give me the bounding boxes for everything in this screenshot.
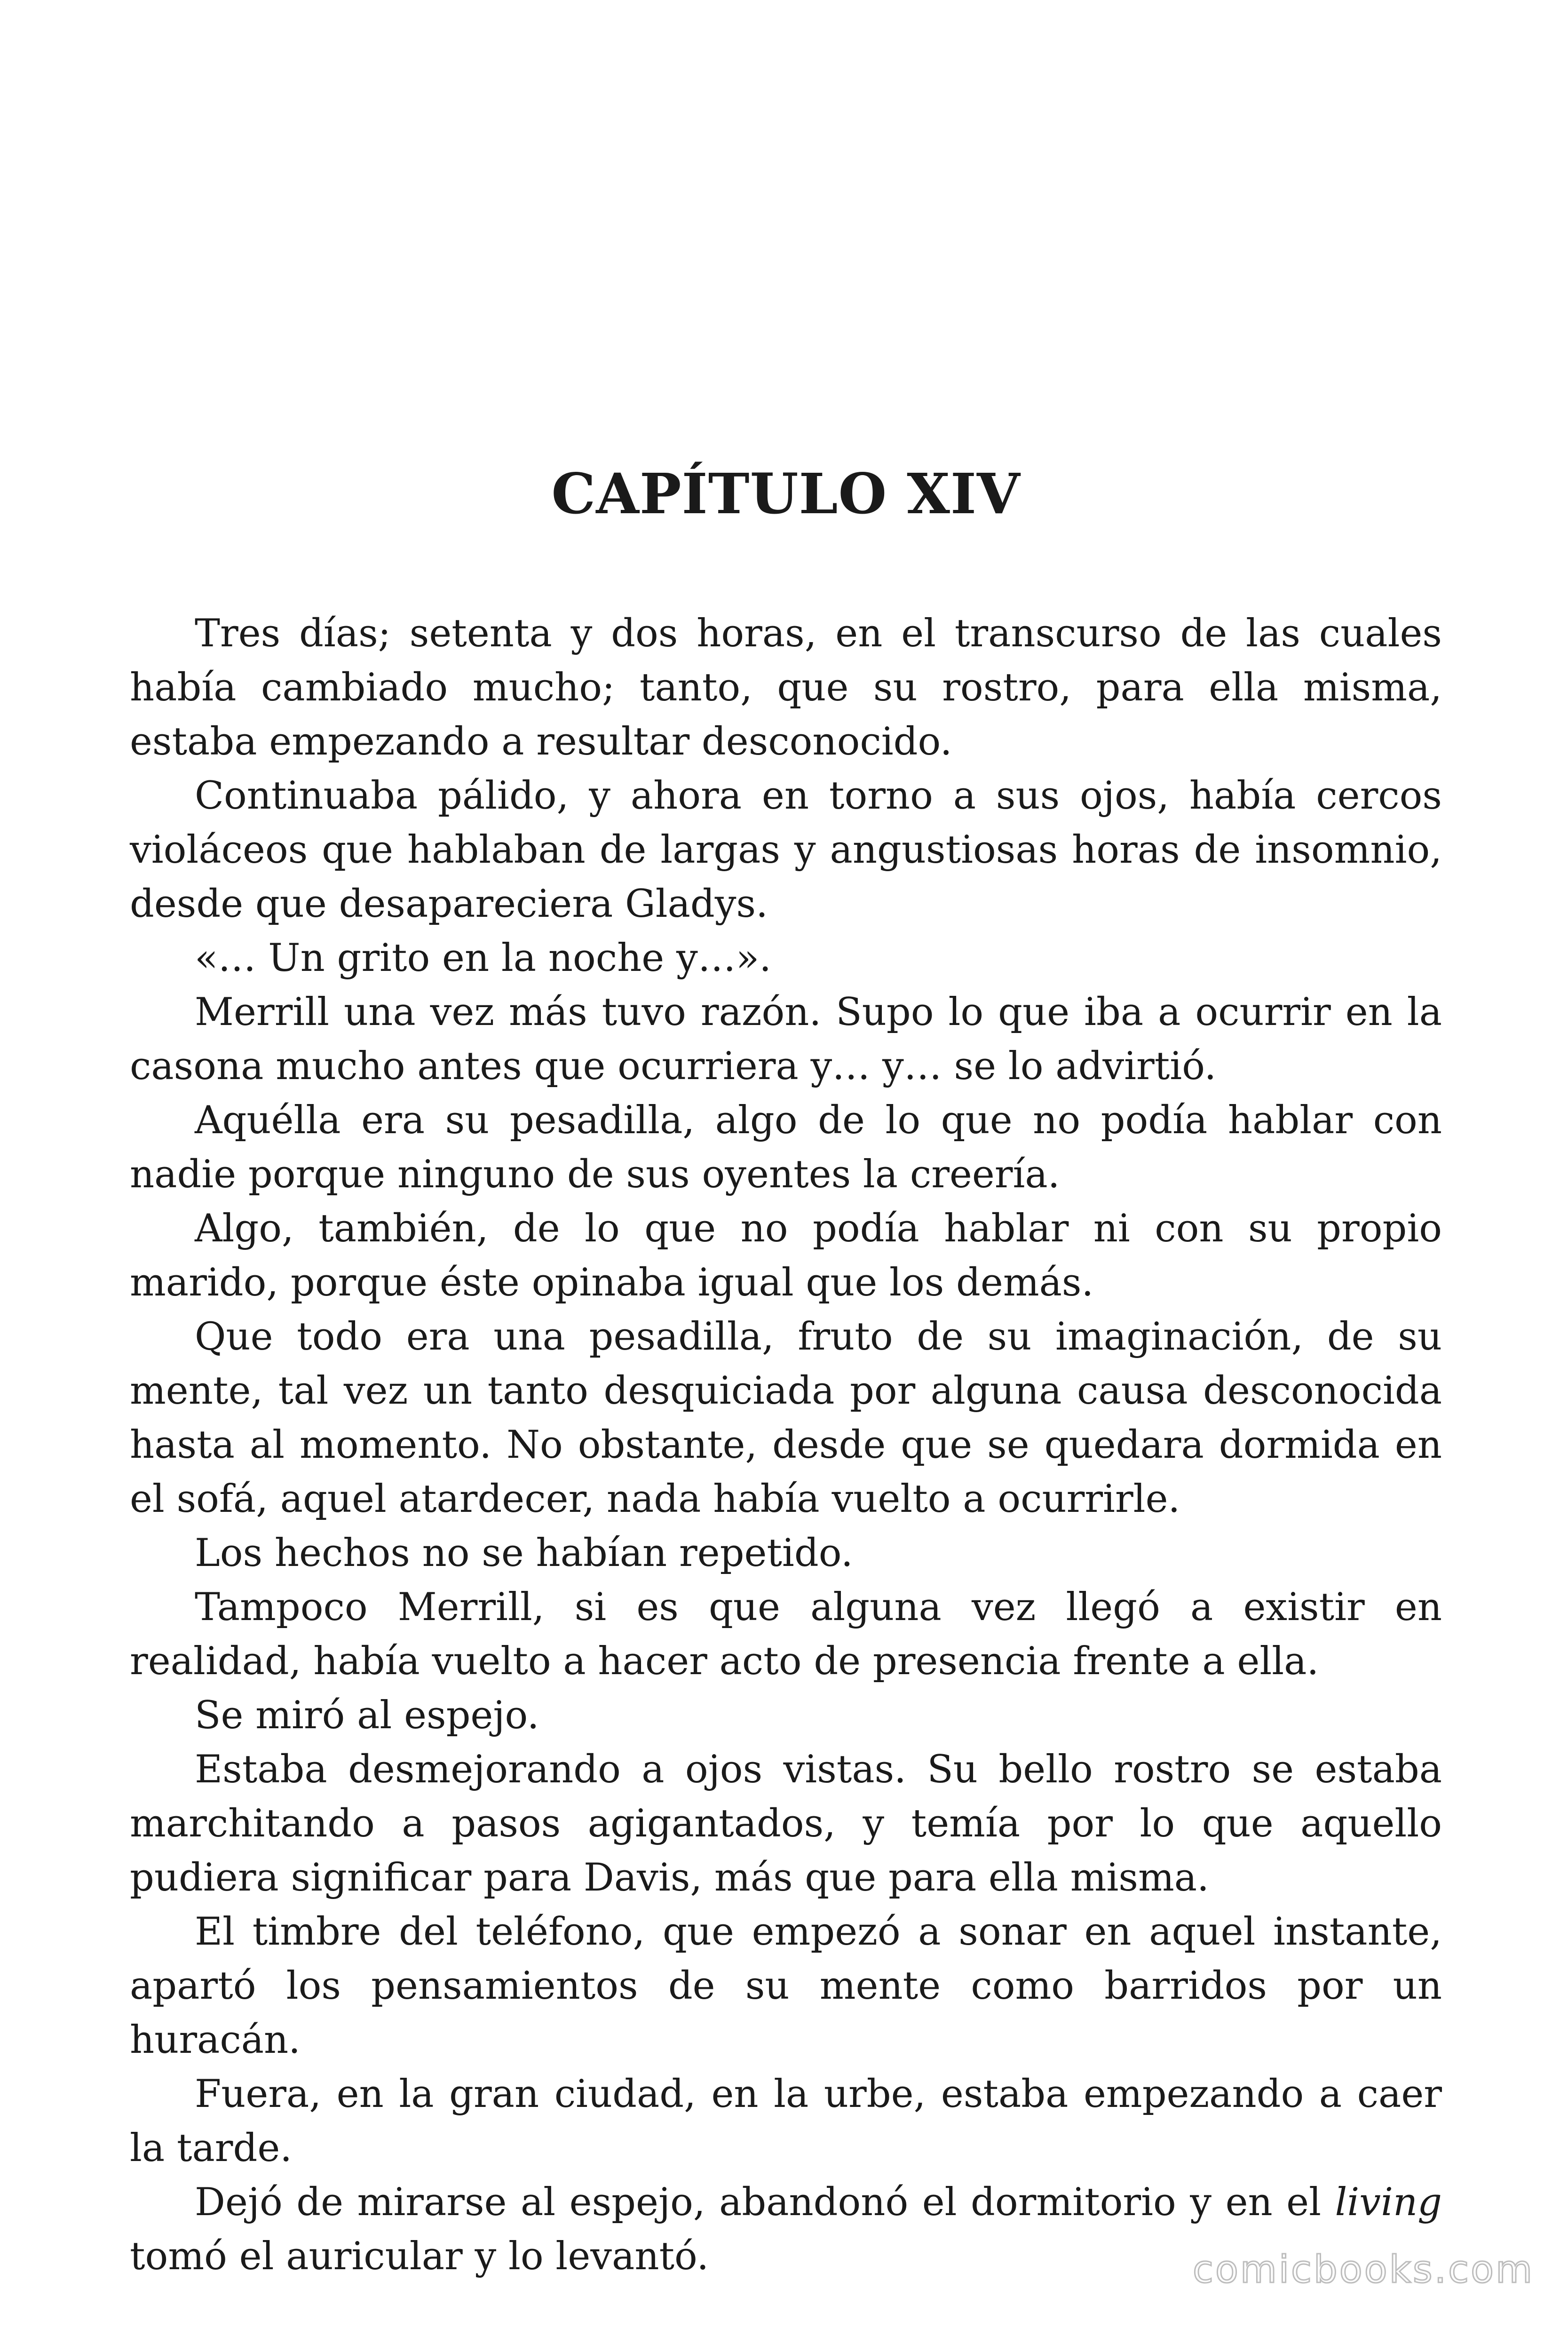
- chapter-body: [130, 607, 1442, 2284]
- paragraph: Se miró al espejo.: [195, 1693, 539, 1738]
- paragraph: Que todo era una pesadilla, fruto de su imaginación, de su mente, tal vez un tanto desquiciada por alguna causa desconocida hasta al momento. No obstante, desde que se quedara dormida en el sofá, aquel atardecer, nada había vuelto a ocurrirle.: [130, 1315, 1442, 1521]
- paragraph: Aquélla era su pesadilla, algo de lo que no podía hablar con nadie porque ninguno de sus oyentes la creería.: [130, 1098, 1442, 1197]
- paragraph: «… Un grito en la noche y…».: [195, 936, 772, 980]
- chapter-title: CAPÍTULO XIV: [551, 461, 1021, 526]
- paragraph: Algo, también, de lo que no podía hablar ni con su propio marido, porque éste opinaba igual que los demás.: [130, 1207, 1442, 1305]
- paragraph-text: Dejó de mirarse al espejo, abandonó el dormitorio y en el: [195, 2180, 1335, 2225]
- paragraph: Tres días; setenta y dos horas, en el transcurso de las cuales había cambiado mucho; tanto, que su rostro, para ella misma, estaba empezando a resultar desconocido.: [130, 612, 1442, 764]
- watermark: comicbooks.com: [1192, 2248, 1534, 2291]
- paragraph: Los hechos no se habían repetido.: [195, 1531, 853, 1575]
- paragraph: Estaba desmejorando a ojos vistas. Su bello rostro se estaba marchitando a pasos agigantados, y temía por lo que aquello pudiera significar para Davis, más que para ella misma.: [130, 1748, 1442, 1900]
- book-page: [130, 461, 1442, 2284]
- emphasized-word: living: [1335, 2180, 1442, 2225]
- paragraph: Fuera, en la gran ciudad, en la urbe, estaba empezando a caer la tarde.: [130, 2072, 1442, 2170]
- paragraph: Continuaba pálido, y ahora en torno a sus ojos, había cercos violáceos que hablaban de largas y angustiosas horas de insomnio, desde que desapareciera Gladys.: [130, 774, 1442, 926]
- paragraph-text: tomó el auricular y lo levantó.: [130, 2234, 709, 2279]
- paragraph: Tampoco Merrill, si es que alguna vez llegó a existir en realidad, había vuelto a hacer acto de presencia frente a ella.: [130, 1585, 1442, 1684]
- paragraph: El timbre del teléfono, que empezó a sonar en aquel instante, apartó los pensamientos de su mente como barridos por un huracán.: [130, 1910, 1442, 2062]
- paragraph: Merrill una vez más tuvo razón. Supo lo que iba a ocurrir en la casona mucho antes que ocurriera y… y… se lo advirtió.: [130, 990, 1442, 1089]
